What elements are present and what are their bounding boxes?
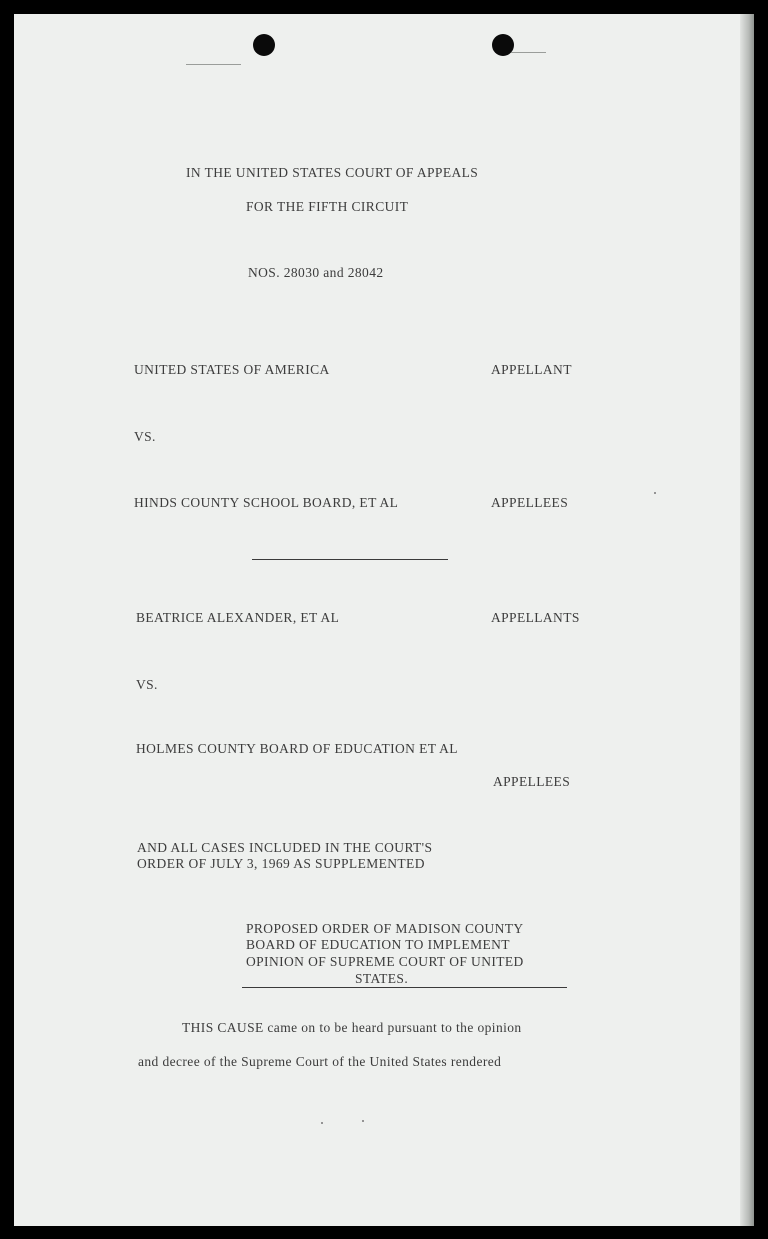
smudge-left [186,64,241,65]
case2-party1-role: APPELLANTS [491,610,580,625]
case1-party2-role: APPELLEES [491,495,569,510]
speck [654,492,656,494]
title-underline [242,987,567,988]
additional-cases-line1: AND ALL CASES INCLUDED IN THE COURT'S [137,840,433,855]
court-name: IN THE UNITED STATES COURT OF APPEALS [186,165,479,180]
body-line2: and decree of the Supreme Court of the United States rendered [138,1054,502,1069]
case1-party1-role: APPELLANT [491,362,572,377]
case1-party2: HINDS COUNTY SCHOOL BOARD, ET AL [134,495,399,510]
case2-party1: BEATRICE ALEXANDER, ET AL [136,610,340,625]
smudge-right [511,52,546,53]
case2-party2: HOLMES COUNTY BOARD OF EDUCATION ET AL [136,741,458,756]
additional-cases-line2: ORDER OF JULY 3, 1969 AS SUPPLEMENTED [137,856,425,871]
case1-party1: UNITED STATES OF AMERICA [134,362,330,377]
order-title-line4: STATES. [355,971,409,986]
order-title-line3: OPINION OF SUPREME COURT OF UNITED [246,954,524,969]
case1-versus: VS. [134,429,156,444]
page-edge [740,14,754,1226]
speck [362,1120,364,1122]
case-numbers: NOS. 28030 and 28042 [248,265,384,280]
circuit-name: FOR THE FIFTH CIRCUIT [246,199,409,214]
case2-versus: VS. [136,677,158,692]
punch-hole-left [253,34,275,56]
order-title-line2: BOARD OF EDUCATION TO IMPLEMENT [246,937,510,952]
speck [321,1122,323,1124]
document-page [14,14,754,1226]
case2-party2-role: APPELLEES [493,774,571,789]
separator-rule [252,559,448,560]
body-line1: THIS CAUSE came on to be heard pursuant to the opinion [182,1020,522,1035]
order-title-line1: PROPOSED ORDER OF MADISON COUNTY [246,921,524,936]
